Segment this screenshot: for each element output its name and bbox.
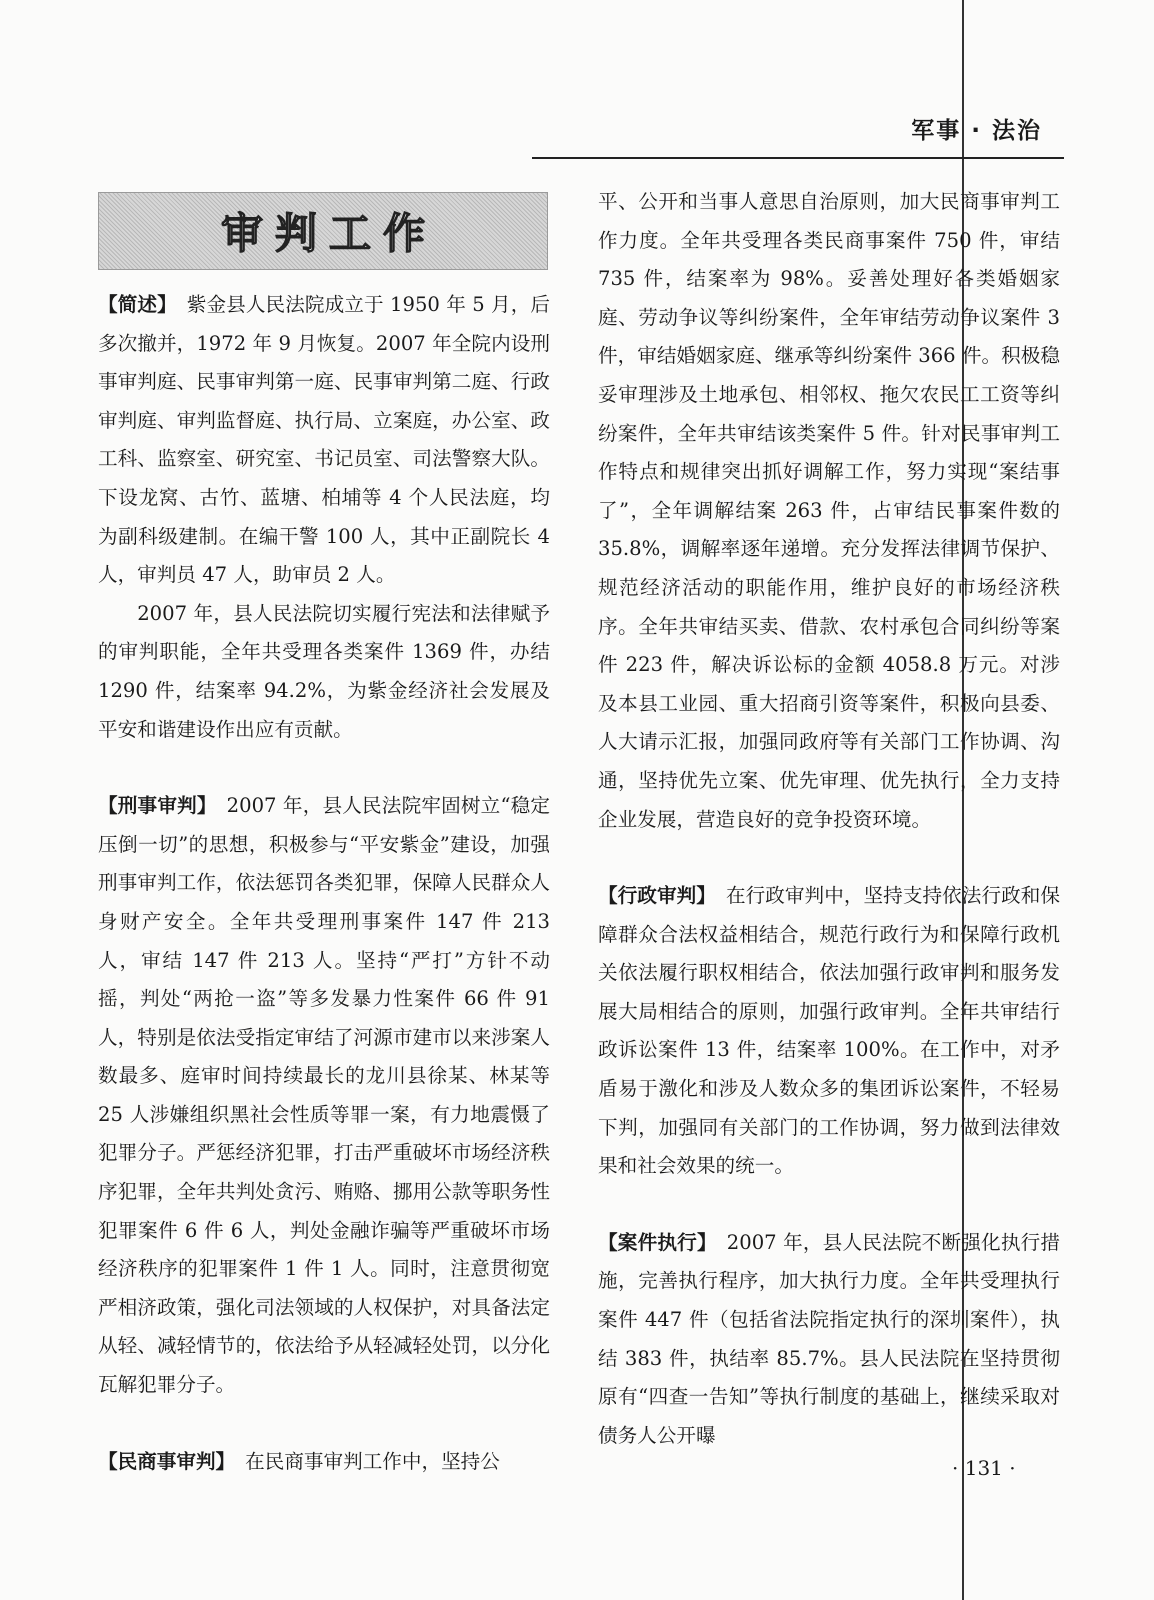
admin-heading: 【行政审判】 bbox=[598, 884, 716, 908]
civil-heading: 【民商事审判】 bbox=[98, 1449, 236, 1473]
summary-heading: 【简述】 bbox=[98, 293, 177, 316]
civil-continuation: 平、公开和当事人意思自治原则，加大民商事审判工作力度。全年共受理各类民商事案件 750 件，审结 735 件，结案率为 98%。妥善处理好各类婚姻家庭、劳动争议等纠纷案件，全年审结劳动争议案件 3 件，审结婚姻家庭、继承等纠纷案件 366 件。积极稳妥审理涉及土地承包、相邻权、拖欠农民工工资等纠纷案件，全年共审结该类案件 5 件。针对民事审判工作特点和规律突出抓好调解工作，努力实现“案结事了”，全年调解结案 263 件，占审结民事案件数的 35.8%，调解率逐年递增。充分发挥法律调节保护、规范经济活动的职能作用，维护良好的市场经济秩序。全年共审结买卖、借款、农村承包合同纠纷等案件 223 件，解决诉讼标的金额 4058.8 万元。对涉及本县工业园、重大招商引资等案件，积极向县委、人大请示汇报，加强同政府等有关部门工作协调、沟通，坚持优先立案、优先审理、优先执行，全力支持企业发展，营造良好的竞争投资环境。 bbox=[598, 190, 1060, 831]
criminal-text: 2007 年，县人民法院牢固树立“稳定压倒一切”的思想，积极参与“平安紫金”建设，加强刑事审判工作，依法惩罚各类犯罪，保障人民群众人身财产安全。全年共受理刑事案件 147 件 213 人，审结 147 件 213 人。坚持“严打”方针不动摇，判处“两抢一盗”等多发暴力性案件 66 件 91 人，特别是依法受指定审结了河源市建市以来涉案人数最多、庭审时间持续最长的龙川县徐某、林某等 25 人涉嫌组织黑社会性质等罪一案，有力地震慑了犯罪分子。严惩经济犯罪，打击严重破坏市场经济秩序犯罪，全年共判处贪污、贿赂、挪用公款等职务性犯罪案件 6 件 6 人，判处金融诈骗等严重破坏市场经济秩序的犯罪案件 1 件 1 人。同时，注意贯彻宽严相济政策，强化司法领域的人权保护，对具备法定从轻、减轻情节的，依法给予从轻减轻处罚，以分化瓦解犯罪分子。 bbox=[98, 794, 551, 1397]
summary-paragraph bbox=[98, 286, 550, 595]
header-rule bbox=[532, 157, 1064, 159]
right-column bbox=[598, 183, 1060, 1455]
criminal-heading: 【刑事审判】 bbox=[98, 794, 217, 818]
execution-text: 2007 年，县人民法院不断强化执行措施，完善执行程序，加大执行力度。全年共受理执行案件 447 件（包括省法院指定执行的深圳案件），执结 383 件，执结率 85.7%。县人民法院在坚持贯彻原有“四查一告知”等执行制度的基础上，继续采取对债务人公开曝 bbox=[598, 1230, 1061, 1447]
banner-title: 审判工作 bbox=[220, 209, 437, 258]
admin-text: 在行政审判中，坚持支持依法行政和保障群众合法权益相结合，规范行政行为和保障行政机关依法履行职权相结合，依法加强行政审判和服务发展大局相结合的原则，加强行政审判。全年共审结行政诉讼案件 13 件，结案率 100%。在工作中，对矛盾易于激化和涉及人数众多的集团诉讼案件，不轻易下判，加强同有关部门的工作协调，努力做到法律效果和社会效果的统一。 bbox=[598, 884, 1061, 1178]
civil-paragraph bbox=[98, 1443, 550, 1482]
left-column bbox=[98, 286, 550, 1481]
summary-text: 紫金县人民法院成立于 1950 年 5 月，后多次撤并，1972 年 9 月恢复。2007 年全院内设刑事审判庭、民事审判第一庭、民事审判第二庭、行政审判庭、审判监督庭、执行局、立案庭，办公室、政工科、监察室、研究室、书记员室、司法警察大队。下设龙窝、古竹、蓝塘、柏埔等 4 个人民法庭，均为副科级建制。在编干警 100 人，其中正副院长 4 人，审判员 47 人，助审员 2 人。 bbox=[98, 293, 551, 587]
execution-paragraph bbox=[598, 1224, 1060, 1456]
criminal-paragraph bbox=[98, 787, 550, 1405]
summary-paragraph-2: 2007 年，县人民法院切实履行宪法和法律赋予的审判职能，全年共受理各类案件 1369 件，办结 1290 件，结案率 94.2%，为紫金经济社会发展及平安和谐建设作出应有贡献。 bbox=[98, 601, 550, 741]
page-number: · 131 · bbox=[952, 1456, 1016, 1480]
section-header: 军事 · 法治 bbox=[911, 118, 1042, 144]
admin-paragraph bbox=[598, 877, 1060, 1186]
civil-text: 在民商事审判工作中，坚持公 bbox=[245, 1449, 500, 1473]
execution-heading: 【案件执行】 bbox=[598, 1230, 717, 1254]
section-banner bbox=[98, 192, 548, 270]
